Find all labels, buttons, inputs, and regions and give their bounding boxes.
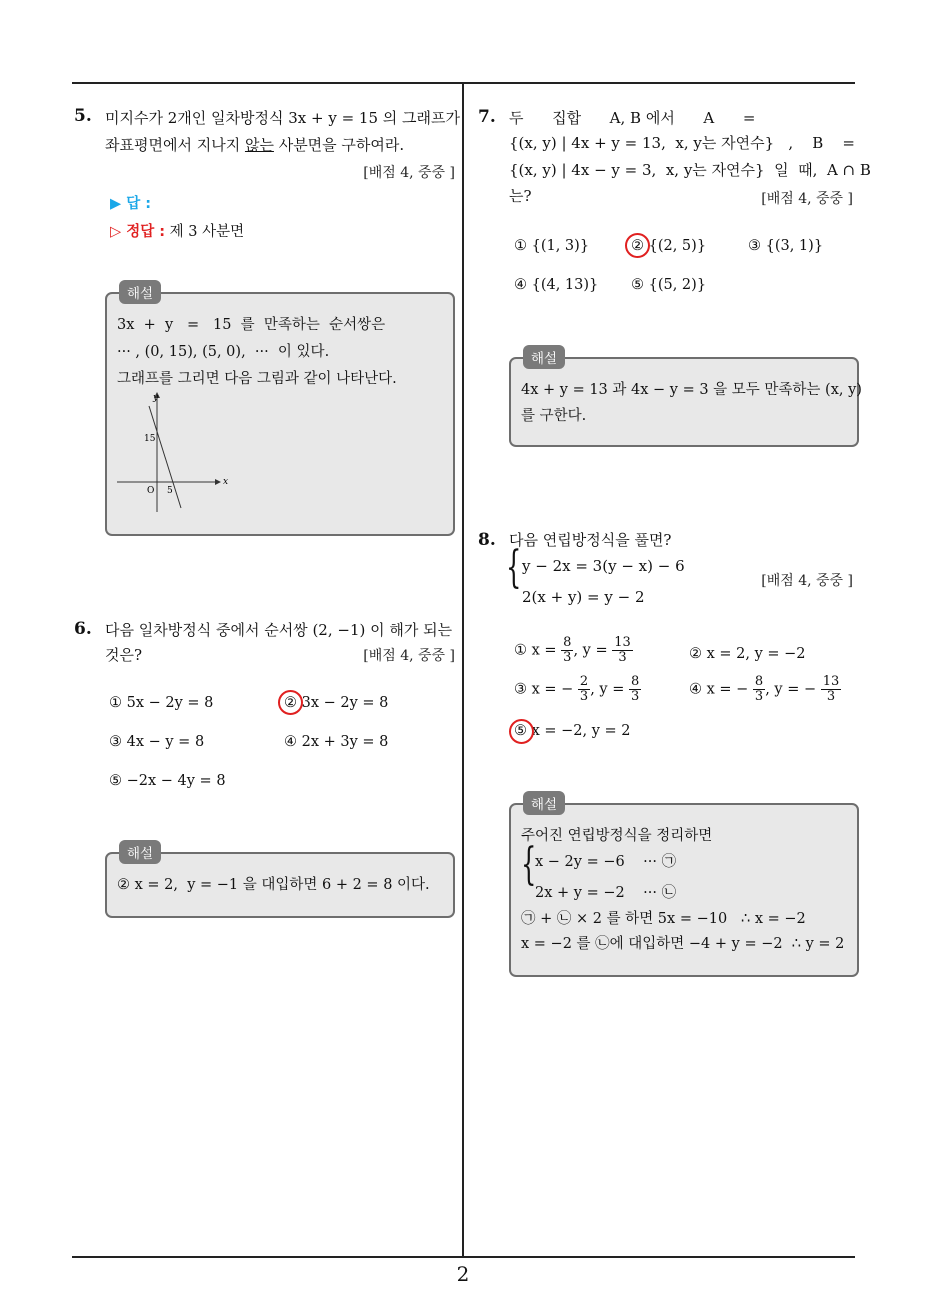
numerator: 8: [630, 674, 640, 689]
question-7-line-4: 는?: [509, 187, 532, 205]
q6-option-4[interactable]: ④ 2x + 3y = 8: [284, 734, 389, 750]
numerator: 13: [822, 674, 840, 689]
question-5-line-1: 미지수가 2개인 일차방정식 3x + y = 15 의 그래프가: [105, 109, 460, 127]
q8-option-1-x-fraction: [561, 636, 573, 665]
question-5-line-2-a: 좌표평면에서 지나지: [105, 136, 245, 154]
q8-option-2[interactable]: ② x = 2, y = −2: [689, 646, 806, 662]
correct-label: ▷ 정답 :: [110, 224, 166, 240]
numerator: 13: [614, 635, 631, 650]
q7-selected-mark: [625, 233, 650, 258]
solution-q7-line-1: 4x + y = 13 과 4x − y = 3 을 모두 만족하는 (x, y): [521, 382, 862, 398]
solution-q6-line-1: ② x = 2, y = −1 을 대입하면 6 + 2 = 8 이다.: [117, 877, 430, 893]
question-5-number: 5.: [74, 106, 92, 126]
q8-system-brace: {: [506, 542, 522, 593]
question-6-line-1: 다음 일차방정식 중에서 순서쌍 (2, −1) 이 해가 되는: [105, 621, 453, 639]
q7-option-5[interactable]: ⑤ {(5, 2)}: [631, 277, 707, 293]
question-8-line-1: 다음 연립방정식을 풀면?: [509, 531, 672, 549]
solution-q8-line-5: x = −2 를 ㉡에 대입하면 −4 + y = −2 ∴ y = 2: [521, 936, 845, 952]
denominator: 3: [579, 689, 589, 704]
solution-q7-line-2: 를 구한다.: [521, 408, 587, 424]
top-rule: [72, 82, 855, 84]
question-5-underlined: 않는: [244, 136, 274, 154]
q8-option-1-y-fraction: [612, 636, 633, 665]
q7-option-1[interactable]: ① {(1, 3)}: [514, 238, 590, 254]
q8-option-4[interactable]: [689, 675, 841, 704]
solution-q5-line-2: ··· , (0, 15), (5, 0), ··· 이 있다.: [117, 344, 330, 360]
q6-selected-mark: [278, 690, 303, 715]
q8-equation-1: y − 2x = 3(y − x) − 6: [522, 557, 685, 575]
solution-q5-line-3: 그래프를 그리면 다음 그림과 같이 나타난다.: [117, 371, 397, 387]
question-8-meta: [배점 4, 중중 ]: [761, 573, 853, 589]
q8-option-4-y-fraction: [821, 675, 842, 704]
q8-option-3-mark: ③: [514, 681, 527, 698]
graph-3x-plus-y-15: [115, 390, 229, 520]
denominator: 3: [630, 689, 640, 704]
page-number: 2: [456, 1262, 470, 1286]
q6-option-5[interactable]: ⑤ −2x − 4y = 8: [109, 773, 226, 789]
origin-label: O: [147, 486, 155, 496]
bottom-rule: [72, 1256, 855, 1258]
solution-tag: 해설: [119, 840, 161, 864]
solution-box-q8: [509, 797, 859, 977]
right-column: [476, 100, 871, 1250]
q8-selected-mark: [509, 719, 534, 744]
solution-q5-line-1: 3x + y = 15 를 만족하는 순서쌍은: [117, 317, 386, 333]
question-6-meta: [배점 4, 중중 ]: [363, 648, 455, 664]
q8-option-4-mark: ④: [689, 681, 702, 698]
q7-option-4[interactable]: ④ {(4, 13)}: [514, 277, 599, 293]
solution-q8-brace: {: [521, 839, 537, 890]
q8-option-1-mark: ①: [514, 642, 527, 659]
solution-q8-equation-2: 2x + y = −2 ··· ㉡: [535, 885, 677, 901]
solution-box-q5: [105, 286, 455, 536]
q8-equation-2: 2(x + y) = y − 2: [522, 588, 645, 606]
denominator: 3: [618, 650, 627, 665]
numerator: 8: [563, 635, 572, 650]
question-8-number: 8.: [478, 530, 496, 550]
q6-option-2[interactable]: ② 3x − 2y = 8: [284, 695, 389, 711]
solution-box-q7: [509, 351, 862, 447]
solution-q8-line-1: 주어진 연립방정식을 정리하면: [521, 828, 713, 844]
question-7-line-3: {(x, y) | 4x − y = 3, x, y는 자연수} 일 때, A ∩ B: [509, 161, 871, 179]
q8-option-1[interactable]: [514, 636, 633, 665]
q8-option-5[interactable]: ⑤ x = −2, y = 2: [514, 723, 631, 739]
q8-option-4-x-fraction: [753, 675, 765, 704]
question-7-number: 7.: [478, 107, 496, 127]
q6-option-1[interactable]: ① 5x − 2y = 8: [109, 695, 214, 711]
x-tick-label: 5: [167, 486, 173, 496]
solution-tag: 해설: [523, 791, 565, 815]
left-column: [72, 100, 460, 1250]
q8-option-3-y-label: , y =: [590, 681, 625, 698]
q8-option-3-x-fraction: [578, 675, 590, 704]
y-axis-label: y: [153, 393, 159, 403]
numerator: 2: [579, 674, 589, 689]
q8-option-3[interactable]: [514, 675, 641, 704]
question-5-line-2: [105, 132, 404, 159]
q7-option-2[interactable]: ② {(2, 5)}: [631, 238, 707, 254]
question-6-line-2: 것은?: [105, 646, 143, 664]
q6-option-3[interactable]: ③ 4x − y = 8: [109, 734, 205, 750]
column-divider: [462, 82, 464, 1257]
denominator: 3: [754, 689, 764, 704]
numerator: 8: [754, 674, 764, 689]
q8-option-1-y-label: , y =: [573, 642, 608, 659]
solution-q8-line-4: ㉠ + ㉡ × 2 를 하면 5x = −10 ∴ x = −2: [521, 911, 806, 927]
correct-answer: [110, 220, 244, 241]
question-5-line-2-b: 사분면을 구하여라.: [273, 136, 405, 154]
q8-option-1-x-label: x =: [531, 642, 557, 659]
q8-option-3-y-fraction: [629, 675, 641, 704]
question-7-line-2: {(x, y) | 4x + y = 13, x, y는 자연수} , B =: [509, 134, 855, 152]
x-axis-label: x: [223, 477, 229, 487]
solution-tag: 해설: [523, 345, 565, 369]
solution-box-q6: [105, 846, 455, 918]
question-7-line-1: 두 집합 A, B 에서 A =: [509, 109, 756, 127]
denominator: 3: [826, 689, 836, 704]
denominator: 3: [563, 650, 572, 665]
x-axis-arrow: [215, 479, 221, 485]
q8-option-3-x-label: x = −: [531, 681, 574, 698]
answer-label: ▶ 답 :: [110, 196, 152, 212]
question-5-meta: [배점 4, 중중 ]: [363, 165, 455, 181]
q8-option-4-y-label: , y = −: [765, 681, 817, 698]
y-tick-label: 15: [144, 434, 156, 444]
question-7-meta: [배점 4, 중중 ]: [761, 191, 853, 207]
q7-option-3[interactable]: ③ {(3, 1)}: [748, 238, 824, 254]
question-6-number: 6.: [74, 619, 92, 639]
correct-value: 제 3 사분면: [169, 224, 245, 240]
q8-option-4-x-label: x = −: [706, 681, 749, 698]
solution-tag: 해설: [119, 280, 161, 304]
solution-q8-equation-1: x − 2y = −6 ··· ㉠: [535, 854, 677, 870]
